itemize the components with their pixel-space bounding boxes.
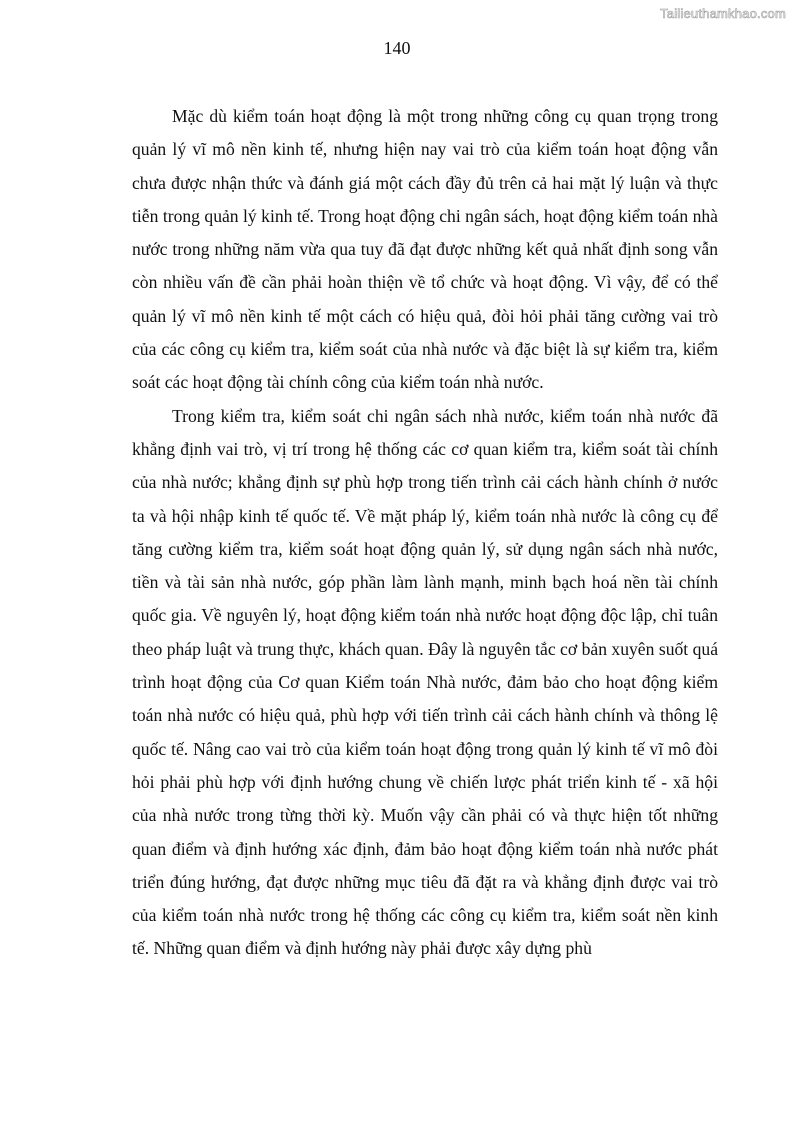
page-number: 140 — [383, 38, 411, 58]
body-text — [132, 100, 718, 966]
watermark: Tailieuthamkhao.com — [660, 6, 786, 21]
paragraph: Trong kiểm tra, kiểm soát chi ngân sách nhà nước, kiểm toán nhà nước đã khẳng định vai trò, vị trí trong hệ thống các cơ quan kiểm tra, kiểm soát tài chính của nhà nước; khẳng định sự phù hợp trong tiến trình cải cách hành chính ở nước ta và hội nhập kinh tế quốc tế. Về mặt pháp lý, kiểm toán nhà nước là công cụ để tăng cường kiểm tra, kiểm soát hoạt động quản lý, sử dụng ngân sách nhà nước, tiền và tài sản nhà nước, góp phần làm lành mạnh, minh bạch hoá nền tài chính quốc gia. Về nguyên lý, hoạt động kiểm toán nhà nước hoạt động độc lập, chỉ tuân theo pháp luật và trung thực, khách quan. Đây là nguyên tắc cơ bản xuyên suốt quá trình hoạt động của Cơ quan Kiểm toán Nhà nước, đảm bảo cho hoạt động kiểm toán nhà nước có hiệu quả, phù hợp với tiến trình cải cách hành chính và thông lệ quốc tế. Nâng cao vai trò của kiểm toán hoạt động trong quản lý kinh tế vĩ mô đòi hỏi phải phù hợp với định hướng chung về chiến lược phát triển kinh tế - xã hội của nhà nước trong từng thời kỳ. Muốn vậy cần phải có và thực hiện tốt những quan điểm và định hướng xác định, đảm bảo hoạt động kiểm toán nhà nước phát triển đúng hướng, đạt được những mục tiêu đã đặt ra và khẳng định được vai trò của kiểm toán nhà nước trong hệ thống các công cụ kiểm tra, kiểm soát nền kinh tế. Những quan điểm và định hướng này phải được xây dựng phù — [132, 405, 718, 959]
paragraph: Mặc dù kiểm toán hoạt động là một trong những công cụ quan trọng trong quản lý vĩ mô nền kinh tế, nhưng hiện nay vai trò của kiểm toán hoạt động vẫn chưa được nhận thức và đánh giá một cách đầy đủ trên cả hai mặt lý luận và thực tiễn trong quản lý kinh tế. Trong hoạt động chi ngân sách, hoạt động kiểm toán nhà nước trong những năm vừa qua tuy đã đạt được những kết quả nhất định song vẫn còn nhiều vấn đề cần phải hoàn thiện về tổ chức và hoạt động. Vì vậy, để có thể quản lý vĩ mô nền kinh tế một cách có hiệu quả, đòi hỏi phải tăng cường vai trò của các công cụ kiểm tra, kiểm soát của nhà nước và đặc biệt là sự kiểm tra, kiểm soát các hoạt động tài chính công của kiểm toán nhà nước. — [132, 106, 718, 393]
